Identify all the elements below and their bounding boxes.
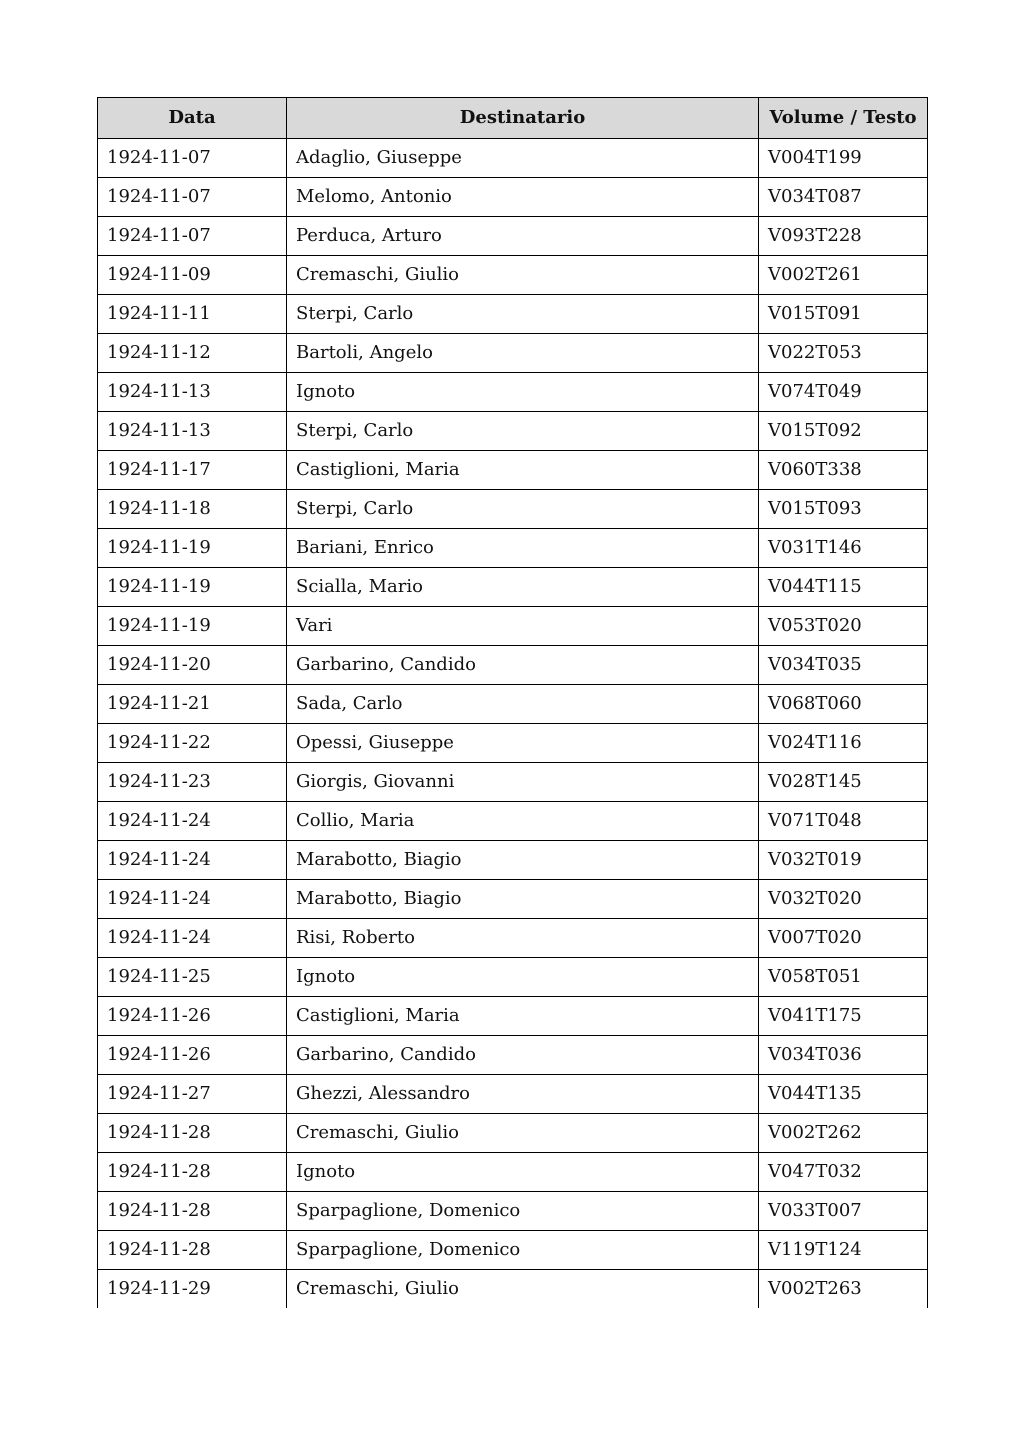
cell-volume-text: V060T338 — [759, 451, 928, 490]
table-row — [98, 997, 928, 1036]
cell-volume-text: V002T262 — [759, 1114, 928, 1153]
cell-date: 1924-11-19 — [98, 568, 287, 607]
cell-recipient: Ignoto — [287, 1153, 759, 1192]
cell-volume-text: V047T032 — [759, 1153, 928, 1192]
cell-volume-text: V032T020 — [759, 880, 928, 919]
cell-volume-text: V032T019 — [759, 841, 928, 880]
cell-recipient: Giorgis, Giovanni — [287, 763, 759, 802]
table-row — [98, 412, 928, 451]
table-body — [98, 139, 928, 1309]
cell-recipient: Ignoto — [287, 958, 759, 997]
cell-volume-text: V041T175 — [759, 997, 928, 1036]
table-row — [98, 919, 928, 958]
cell-volume-text: V071T048 — [759, 802, 928, 841]
header-row — [98, 98, 928, 139]
cell-date: 1924-11-29 — [98, 1270, 287, 1309]
table-row — [98, 724, 928, 763]
table-row — [98, 1114, 928, 1153]
cell-volume-text: V002T261 — [759, 256, 928, 295]
cell-recipient: Garbarino, Candido — [287, 1036, 759, 1075]
header-volume-text: Volume / Testo — [759, 98, 928, 139]
letters-table — [97, 97, 928, 1308]
table-row — [98, 178, 928, 217]
cell-volume-text: V058T051 — [759, 958, 928, 997]
cell-volume-text: V053T020 — [759, 607, 928, 646]
cell-date: 1924-11-17 — [98, 451, 287, 490]
cell-date: 1924-11-22 — [98, 724, 287, 763]
cell-date: 1924-11-28 — [98, 1192, 287, 1231]
cell-date: 1924-11-13 — [98, 373, 287, 412]
cell-recipient: Bariani, Enrico — [287, 529, 759, 568]
table-row — [98, 1153, 928, 1192]
cell-recipient: Bartoli, Angelo — [287, 334, 759, 373]
cell-date: 1924-11-24 — [98, 919, 287, 958]
cell-date: 1924-11-24 — [98, 841, 287, 880]
cell-volume-text: V044T135 — [759, 1075, 928, 1114]
cell-date: 1924-11-27 — [98, 1075, 287, 1114]
cell-recipient: Risi, Roberto — [287, 919, 759, 958]
cell-date: 1924-11-07 — [98, 178, 287, 217]
cell-recipient: Opessi, Giuseppe — [287, 724, 759, 763]
cell-volume-text: V034T036 — [759, 1036, 928, 1075]
header-recipient: Destinatario — [287, 98, 759, 139]
cell-recipient: Sada, Carlo — [287, 685, 759, 724]
cell-date: 1924-11-24 — [98, 802, 287, 841]
cell-volume-text: V015T093 — [759, 490, 928, 529]
cell-date: 1924-11-24 — [98, 880, 287, 919]
cell-volume-text: V028T145 — [759, 763, 928, 802]
cell-volume-text: V034T035 — [759, 646, 928, 685]
table-row — [98, 217, 928, 256]
table-row — [98, 1075, 928, 1114]
cell-volume-text: V031T146 — [759, 529, 928, 568]
table-row — [98, 490, 928, 529]
cell-recipient: Cremaschi, Giulio — [287, 256, 759, 295]
cell-date: 1924-11-28 — [98, 1153, 287, 1192]
table-row — [98, 1036, 928, 1075]
table-row — [98, 139, 928, 178]
cell-date: 1924-11-07 — [98, 139, 287, 178]
cell-volume-text: V022T053 — [759, 334, 928, 373]
cell-date: 1924-11-09 — [98, 256, 287, 295]
cell-recipient: Vari — [287, 607, 759, 646]
cell-volume-text: V007T020 — [759, 919, 928, 958]
cell-date: 1924-11-12 — [98, 334, 287, 373]
cell-recipient: Sparpaglione, Domenico — [287, 1192, 759, 1231]
cell-recipient: Adaglio, Giuseppe — [287, 139, 759, 178]
table-header — [98, 98, 928, 139]
cell-recipient: Ghezzi, Alessandro — [287, 1075, 759, 1114]
cell-volume-text: V074T049 — [759, 373, 928, 412]
cell-recipient: Garbarino, Candido — [287, 646, 759, 685]
table-row — [98, 451, 928, 490]
table-row — [98, 802, 928, 841]
cell-date: 1924-11-21 — [98, 685, 287, 724]
cell-recipient: Cremaschi, Giulio — [287, 1270, 759, 1309]
cell-date: 1924-11-26 — [98, 1036, 287, 1075]
cell-date: 1924-11-28 — [98, 1114, 287, 1153]
table-row — [98, 529, 928, 568]
cell-date: 1924-11-23 — [98, 763, 287, 802]
cell-recipient: Sterpi, Carlo — [287, 295, 759, 334]
cell-recipient: Melomo, Antonio — [287, 178, 759, 217]
cell-volume-text: V093T228 — [759, 217, 928, 256]
cell-recipient: Scialla, Mario — [287, 568, 759, 607]
cell-volume-text: V015T091 — [759, 295, 928, 334]
cell-volume-text: V002T263 — [759, 1270, 928, 1309]
cell-volume-text: V015T092 — [759, 412, 928, 451]
header-date: Data — [98, 98, 287, 139]
table-row — [98, 880, 928, 919]
cell-recipient: Sterpi, Carlo — [287, 412, 759, 451]
table-row — [98, 1270, 928, 1309]
cell-volume-text: V119T124 — [759, 1231, 928, 1270]
table-row — [98, 958, 928, 997]
table-row — [98, 334, 928, 373]
cell-date: 1924-11-20 — [98, 646, 287, 685]
table-row — [98, 1192, 928, 1231]
table-row — [98, 646, 928, 685]
table-row — [98, 256, 928, 295]
cell-recipient: Sparpaglione, Domenico — [287, 1231, 759, 1270]
cell-recipient: Ignoto — [287, 373, 759, 412]
cell-volume-text: V024T116 — [759, 724, 928, 763]
cell-date: 1924-11-11 — [98, 295, 287, 334]
cell-volume-text: V004T199 — [759, 139, 928, 178]
cell-volume-text: V033T007 — [759, 1192, 928, 1231]
cell-volume-text: V044T115 — [759, 568, 928, 607]
cell-date: 1924-11-18 — [98, 490, 287, 529]
table-row — [98, 841, 928, 880]
table-row — [98, 568, 928, 607]
cell-recipient: Marabotto, Biagio — [287, 880, 759, 919]
cell-recipient: Castiglioni, Maria — [287, 451, 759, 490]
table-row — [98, 607, 928, 646]
cell-date: 1924-11-26 — [98, 997, 287, 1036]
cell-recipient: Cremaschi, Giulio — [287, 1114, 759, 1153]
cell-recipient: Sterpi, Carlo — [287, 490, 759, 529]
cell-date: 1924-11-19 — [98, 529, 287, 568]
cell-recipient: Perduca, Arturo — [287, 217, 759, 256]
table-row — [98, 373, 928, 412]
table-row — [98, 295, 928, 334]
cell-recipient: Collio, Maria — [287, 802, 759, 841]
table-row — [98, 685, 928, 724]
cell-recipient: Castiglioni, Maria — [287, 997, 759, 1036]
cell-date: 1924-11-28 — [98, 1231, 287, 1270]
cell-date: 1924-11-25 — [98, 958, 287, 997]
cell-date: 1924-11-13 — [98, 412, 287, 451]
cell-recipient: Marabotto, Biagio — [287, 841, 759, 880]
cell-date: 1924-11-07 — [98, 217, 287, 256]
cell-volume-text: V034T087 — [759, 178, 928, 217]
table-row — [98, 1231, 928, 1270]
table-row — [98, 763, 928, 802]
cell-volume-text: V068T060 — [759, 685, 928, 724]
cell-date: 1924-11-19 — [98, 607, 287, 646]
